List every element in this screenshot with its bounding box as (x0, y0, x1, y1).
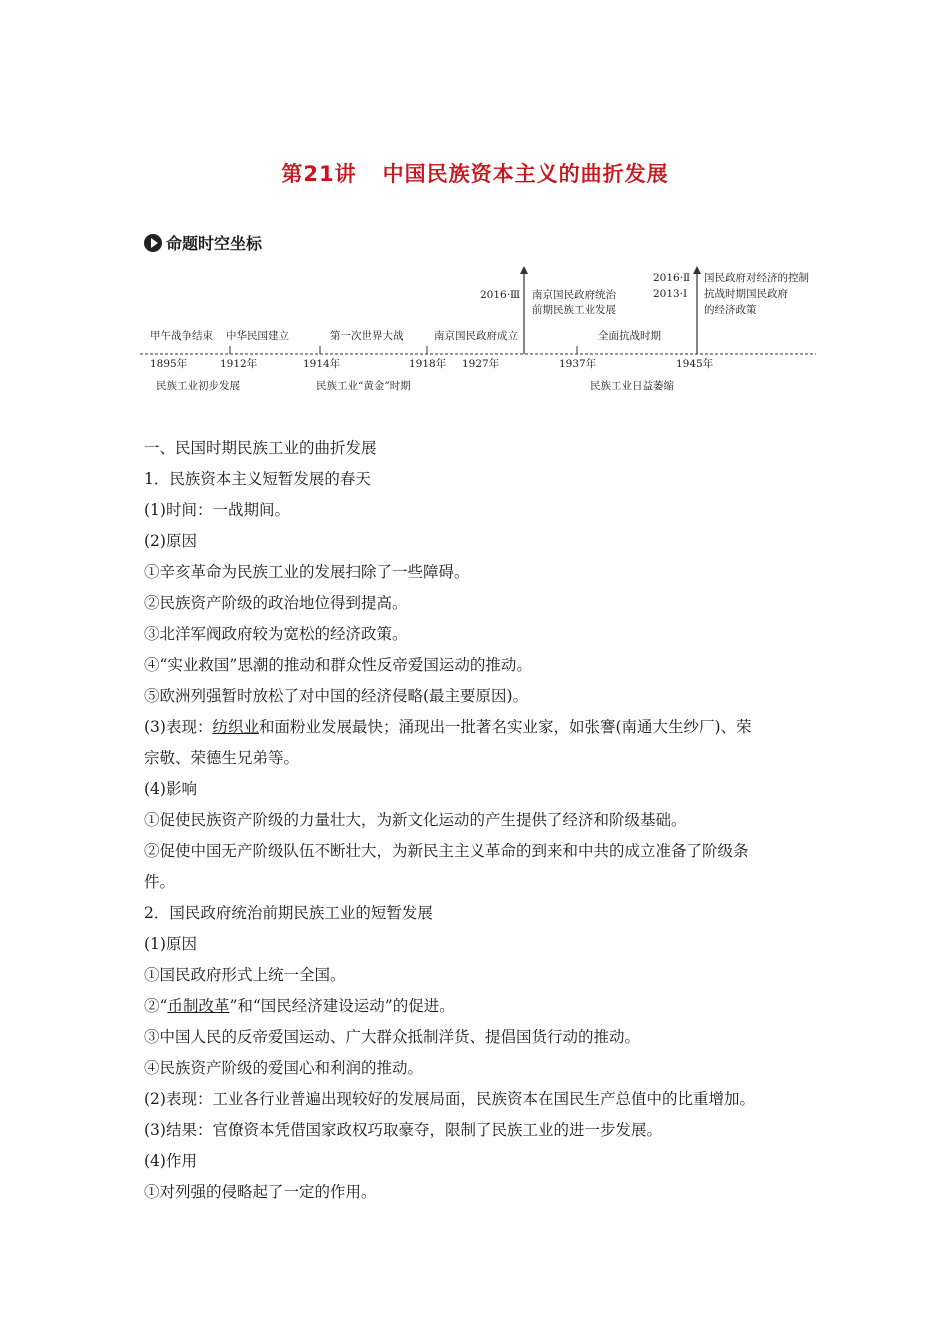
list-item: ④民族资产阶级的爱国心和利润的推动。 (144, 1059, 424, 1077)
page-title (0, 158, 950, 188)
list-item: ③中国人民的反帝爱国运动、广大群众抵制洋货、提倡国货行动的推动。 (144, 1028, 641, 1046)
year-label: 1914年 (303, 358, 341, 370)
lesson-content (144, 433, 816, 1208)
exam-tag: 2016·Ⅱ (653, 272, 691, 284)
list-item (144, 991, 816, 1022)
exam-tag: 2016·Ⅲ (480, 289, 521, 301)
lecture-number: 第21讲 (281, 162, 357, 186)
paragraph: (2)表现：工业各行业普遍出现较好的发展局面，民族资本在国民生产总值中的比重增加。 (144, 1090, 755, 1108)
paragraph (144, 712, 816, 743)
paragraph: (1)原因 (144, 935, 197, 953)
section-heading (144, 231, 262, 254)
paragraph: (3)结果：官僚资本凭借国家政权巧取豪夺，限制了民族工业的进一步发展。 (144, 1121, 662, 1139)
heading-1: 一、民国时期民族工业的曲折发展 (144, 439, 377, 457)
paragraph: (4)作用 (144, 1152, 197, 1170)
year-label: 1937年 (559, 358, 597, 370)
exam-tag: 2013·Ⅰ (653, 288, 688, 300)
list-item: ①促使民族资产阶级的力量壮大，为新文化运动的产生提供了经济和阶级基础。 (144, 811, 687, 829)
year-label: 1945年 (676, 358, 714, 370)
year-label: 1912年 (220, 358, 258, 370)
exam-note: 南京国民政府统治 (532, 289, 616, 301)
list-item: ②民族资产阶级的政治地位得到提高。 (144, 594, 408, 612)
underlined-term: 纺织业 (212, 718, 259, 736)
subheading: 2．国民政府统治前期民族工业的短暂发展 (144, 904, 433, 922)
play-circle-icon (144, 234, 162, 252)
list-item: ③北洋军阀政府较为宽松的经济政策。 (144, 625, 408, 643)
underlined-term: 币制改革 (167, 997, 230, 1015)
paragraph: (1)时间：一战期间。 (144, 501, 290, 519)
event-label: 南京国民政府成立 (434, 330, 518, 342)
subheading: 1．民族资本主义短暂发展的春天 (144, 470, 371, 488)
text-run: (3)表现： (144, 718, 213, 736)
list-item: ④“实业救国”思潮的推动和群众性反帝爱国运动的推动。 (144, 656, 532, 674)
period-label: 民族工业日益萎缩 (590, 380, 674, 392)
text-run: 和面粉业发展最快；涌现出一批著名实业家，如张謇(南通大生纱厂)、荣 (258, 718, 752, 736)
exam-note: 前期民族工业发展 (532, 304, 616, 316)
list-item: ⑤欧洲列强暂时放松了对中国的经济侵略(最主要原因)。 (144, 687, 529, 705)
event-label: 第一次世界大战 (330, 330, 404, 342)
list-item: 件。 (144, 873, 176, 891)
list-item: ②促使中国无产阶级队伍不断壮大，为新民主主义革命的到来和中共的成立准备了阶级条 (144, 842, 749, 860)
event-label: 甲午战争结束 (150, 330, 213, 342)
paragraph: (2)原因 (144, 532, 197, 550)
exam-note: 抗战时期国民政府 (704, 288, 788, 300)
exam-note: 国民政府对经济的控制 (704, 272, 809, 284)
year-label: 1918年 (409, 358, 447, 370)
list-item: ①对列强的侵略起了一定的作用。 (144, 1183, 377, 1201)
period-label: 民族工业初步发展 (156, 380, 240, 392)
paragraph: (4)影响 (144, 780, 197, 798)
section-heading-label: 命题时空坐标 (166, 234, 263, 253)
event-label: 中华民国建立 (226, 330, 289, 342)
exam-note: 的经济政策 (704, 304, 757, 316)
year-label: 1895年 (150, 358, 188, 370)
year-label: 1927年 (462, 358, 500, 370)
timeline-diagram (140, 262, 820, 402)
period-label: 民族工业“黄金”时期 (316, 380, 411, 392)
lecture-topic: 中国民族资本主义的曲折发展 (382, 162, 669, 186)
text-run: ②“ (144, 997, 168, 1015)
paragraph: 宗敬、荣德生兄弟等。 (144, 749, 300, 767)
list-item: ①辛亥革命为民族工业的发展扫除了一些障碍。 (144, 563, 470, 581)
list-item: ①国民政府形式上统一全国。 (144, 966, 346, 984)
event-label: 全面抗战时期 (598, 330, 661, 342)
text-run: ”和“国民经济建设运动”的促进。 (229, 997, 455, 1015)
